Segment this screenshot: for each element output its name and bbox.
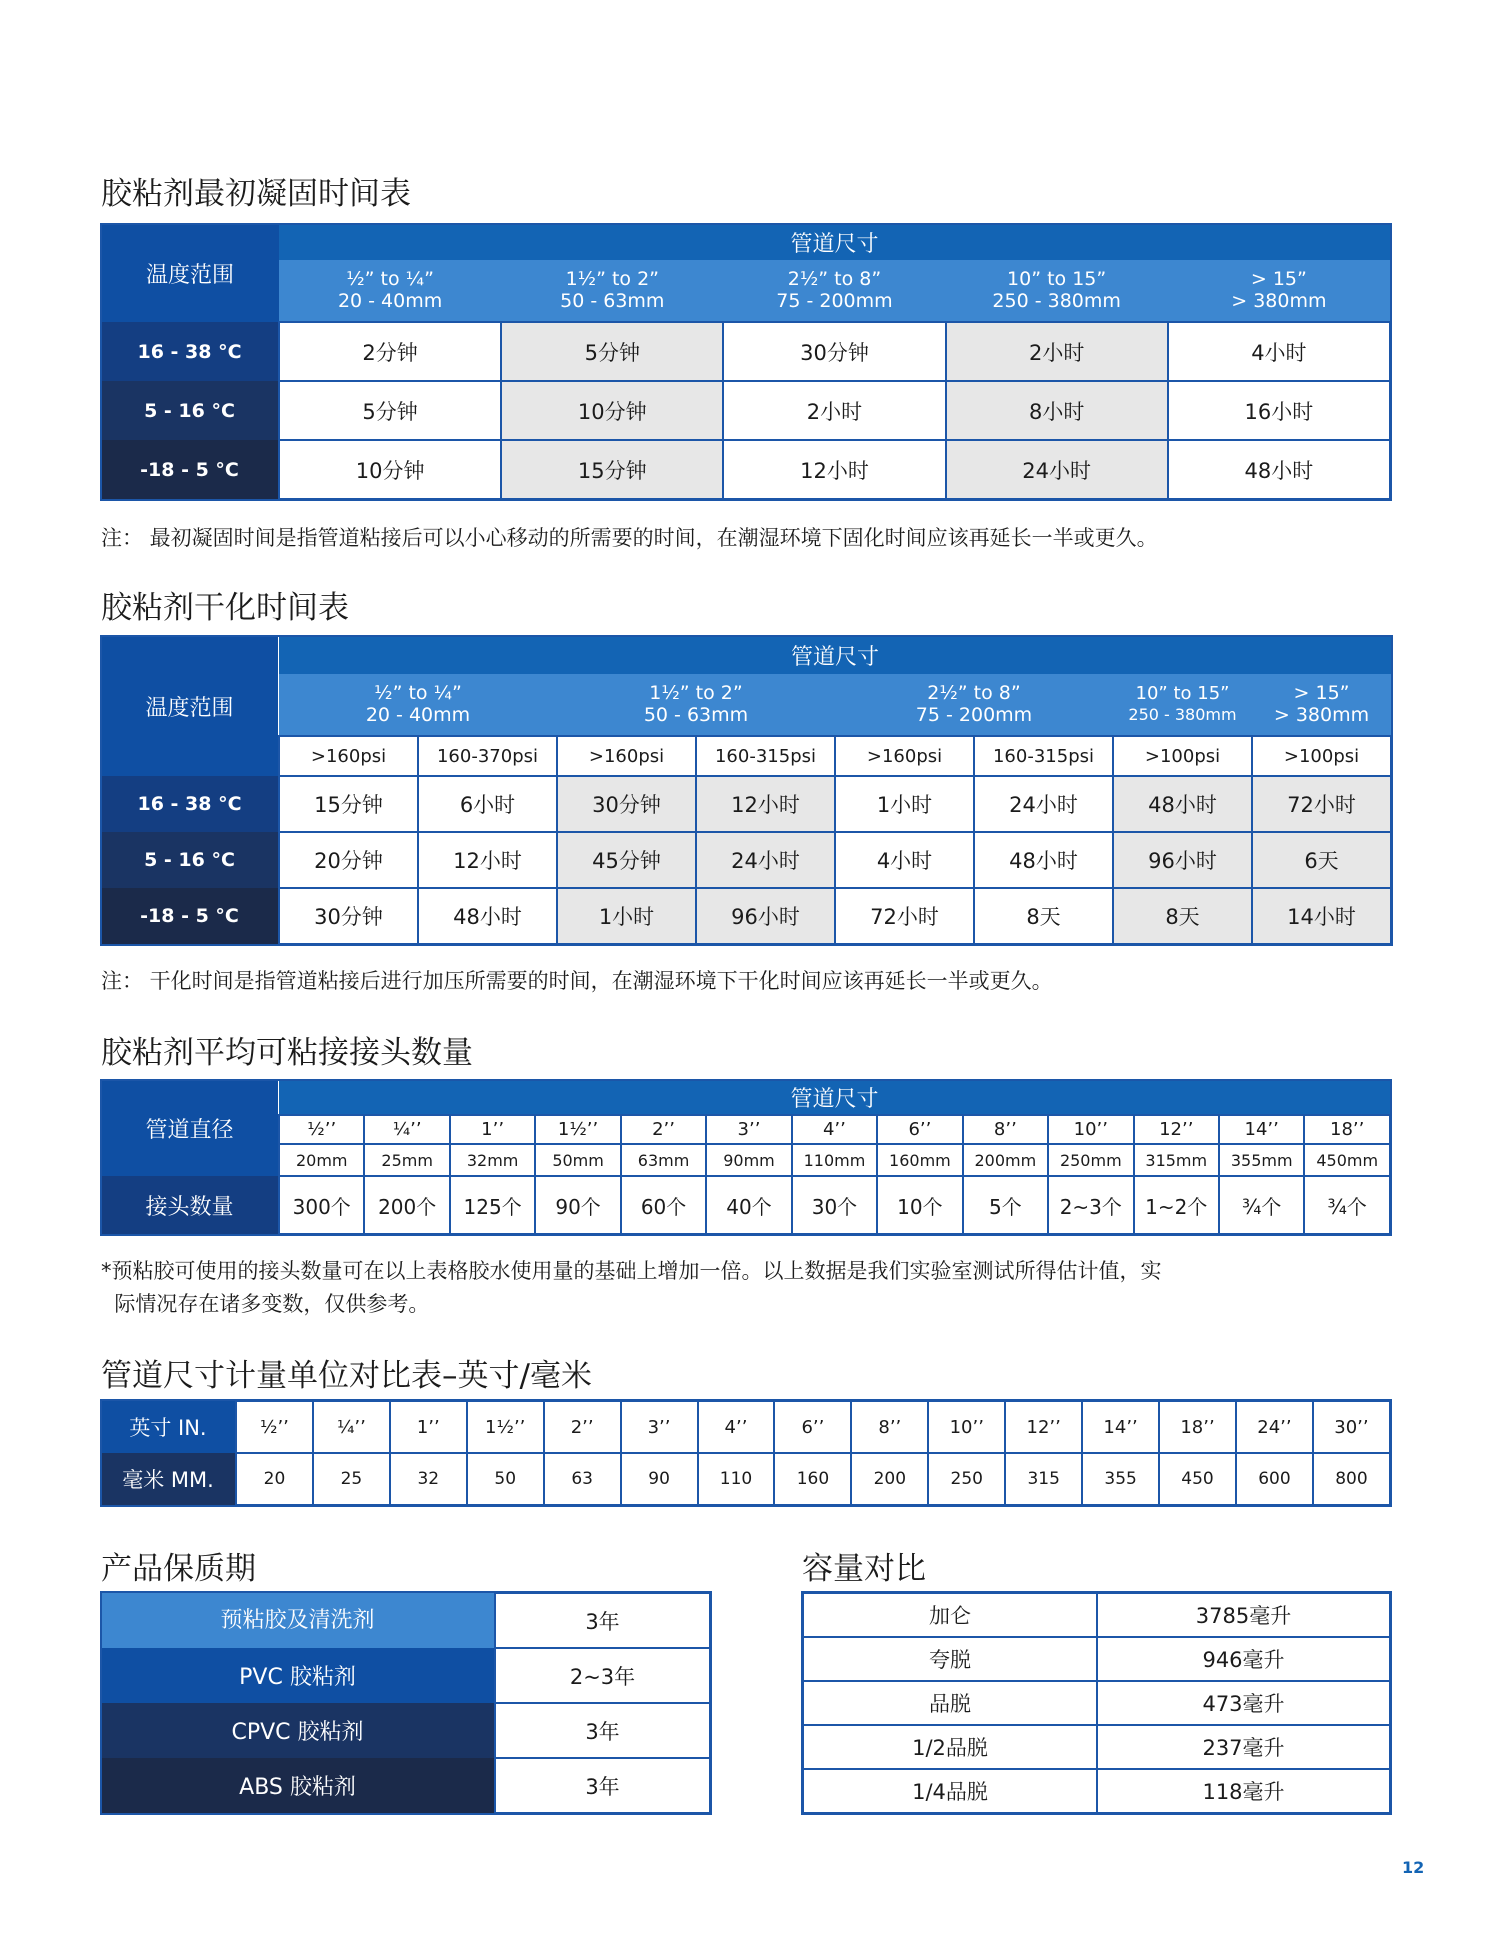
inch-cell: 10’’ <box>1048 1115 1133 1144</box>
table-cell: 2分钟 <box>279 322 501 381</box>
t5-title: 产品保质期 <box>101 1551 256 1587</box>
table-cell: 4小时 <box>1168 322 1390 381</box>
inch-row-label: 英寸 IN. <box>101 1401 236 1453</box>
t1-title: 胶粘剂最初凝固时间表 <box>101 176 411 212</box>
mm-cell: 32 <box>390 1453 467 1505</box>
capacity-table <box>802 1592 1391 1814</box>
mm-cell: 450mm <box>1304 1144 1390 1176</box>
mm-cell: 160mm <box>877 1144 962 1176</box>
capacity-value: 237毫升 <box>1097 1725 1390 1769</box>
table-cell: 4小时 <box>835 832 974 888</box>
table-cell: 14小时 <box>1252 888 1391 944</box>
table-row <box>101 440 1390 499</box>
count-cell: 10个 <box>877 1176 962 1234</box>
count-cell: 2~3个 <box>1048 1176 1133 1234</box>
table-row <box>101 888 1391 944</box>
psi-header: >100psi <box>1252 736 1391 776</box>
initial-set-time-table <box>101 224 1391 500</box>
t3-title: 胶粘剂平均可粘接接头数量 <box>101 1035 473 1071</box>
table-cell: 5分钟 <box>501 322 723 381</box>
shelf-life-value: 3年 <box>495 1703 710 1758</box>
inch-cell: 24’’ <box>1236 1401 1313 1453</box>
capacity-unit: 品脱 <box>803 1681 1097 1725</box>
table-row <box>101 832 1391 888</box>
inch-cell: 12’’ <box>1005 1401 1082 1453</box>
inch-cell: ½’’ <box>279 1115 364 1144</box>
t1-group-header: 管道尺寸 <box>279 224 1390 260</box>
table-cell: 8天 <box>1113 888 1252 944</box>
table-cell: 8天 <box>974 888 1113 944</box>
product-name: PVC 胶粘剂 <box>101 1648 495 1703</box>
t2-size-header: ½” to ¼” 20 - 40mm <box>279 674 557 736</box>
t1-corner: 温度范围 <box>101 224 279 322</box>
table-row <box>803 1593 1390 1637</box>
inch-cell: 6’’ <box>774 1401 851 1453</box>
inch-cell: 30’’ <box>1313 1401 1390 1453</box>
table-cell: 45分钟 <box>557 832 696 888</box>
inch-cell: 14’’ <box>1082 1401 1159 1453</box>
table-cell: 5分钟 <box>279 381 501 440</box>
table-row <box>101 1453 1390 1505</box>
mm-cell: 110 <box>698 1453 775 1505</box>
table-cell: 2小时 <box>723 381 945 440</box>
capacity-value: 946毫升 <box>1097 1637 1390 1681</box>
table-row <box>101 381 1390 440</box>
table-row <box>101 776 1391 832</box>
temp-label: -18 - 5 °C <box>101 888 279 944</box>
mm-cell: 50mm <box>535 1144 620 1176</box>
t3-group-header: 管道尺寸 <box>279 1080 1390 1115</box>
mm-cell: 50 <box>467 1453 544 1505</box>
capacity-unit: 1/4品脱 <box>803 1769 1097 1813</box>
inch-cell: ½’’ <box>236 1401 313 1453</box>
mm-cell: 450 <box>1159 1453 1236 1505</box>
table-cell: 12小时 <box>696 776 835 832</box>
mm-cell: 800 <box>1313 1453 1390 1505</box>
table-row <box>101 1401 1390 1453</box>
t1-size-header: 10” to 15” 250 - 380mm <box>946 260 1168 322</box>
table-cell: 24小时 <box>974 776 1113 832</box>
t2-size-header: 2½” to 8” 75 - 200mm <box>835 674 1113 736</box>
table-row <box>101 322 1390 381</box>
product-name: 预粘胶及清洗剂 <box>101 1593 495 1648</box>
shelf-life-value: 3年 <box>495 1758 710 1813</box>
product-name: ABS 胶粘剂 <box>101 1758 495 1813</box>
table-cell: 48小时 <box>418 888 557 944</box>
inch-cell: 8’’ <box>851 1401 928 1453</box>
count-cell: 40个 <box>706 1176 791 1234</box>
inch-cell: 1’’ <box>390 1401 467 1453</box>
count-cell: ¾个 <box>1304 1176 1390 1234</box>
table-cell: 48小时 <box>1113 776 1252 832</box>
t1-size-header: 2½” to 8” 75 - 200mm <box>723 260 945 322</box>
t1-size-header: > 15” > 380mm <box>1168 260 1390 322</box>
t3-note-line2: 际情况存在诸多变数，仅供参考。 <box>101 1292 430 1316</box>
mm-cell: 90mm <box>706 1144 791 1176</box>
mm-cell: 160 <box>774 1453 851 1505</box>
table-cell: 30分钟 <box>723 322 945 381</box>
table-cell: 48小时 <box>1168 440 1390 499</box>
psi-header: 160-315psi <box>696 736 835 776</box>
page-number: 12 <box>1402 1858 1425 1877</box>
mm-cell: 63mm <box>621 1144 706 1176</box>
joint-count-table <box>101 1080 1391 1235</box>
table-row <box>101 1758 710 1813</box>
t2-group-header: 管道尺寸 <box>279 636 1391 674</box>
temp-label: -18 - 5 °C <box>101 440 279 499</box>
mm-cell: 250mm <box>1048 1144 1133 1176</box>
mm-cell: 25mm <box>364 1144 449 1176</box>
capacity-unit: 加仑 <box>803 1593 1097 1637</box>
psi-header: >160psi <box>279 736 418 776</box>
t6-title: 容量对比 <box>802 1551 926 1587</box>
table-cell: 15分钟 <box>279 776 418 832</box>
table-cell: 12小时 <box>723 440 945 499</box>
shelf-life-value: 3年 <box>495 1593 710 1648</box>
t2-corner: 温度范围 <box>101 636 279 776</box>
inch-cell: 3’’ <box>621 1401 698 1453</box>
count-cell: 1~2个 <box>1134 1176 1219 1234</box>
table-row <box>101 1176 1390 1234</box>
mm-cell: 20 <box>236 1453 313 1505</box>
inch-cell: 1½’’ <box>467 1401 544 1453</box>
t1-size-header: ½” to ¼” 20 - 40mm <box>279 260 501 322</box>
inch-cell: 6’’ <box>877 1115 962 1144</box>
inch-cell: 2’’ <box>544 1401 621 1453</box>
table-row <box>803 1769 1390 1813</box>
psi-header: 160-370psi <box>418 736 557 776</box>
table-cell: 10分钟 <box>279 440 501 499</box>
inch-cell: 1½’’ <box>535 1115 620 1144</box>
dry-time-table <box>101 636 1392 945</box>
inch-cell: ¼’’ <box>364 1115 449 1144</box>
mm-cell: 20mm <box>279 1144 364 1176</box>
table-cell: 8小时 <box>946 381 1168 440</box>
count-label: 接头数量 <box>101 1176 279 1234</box>
mm-cell: 355 <box>1082 1453 1159 1505</box>
table-cell: 96小时 <box>696 888 835 944</box>
capacity-value: 118毫升 <box>1097 1769 1390 1813</box>
table-row <box>101 1648 710 1703</box>
table-cell: 2小时 <box>946 322 1168 381</box>
inch-cell: 3’’ <box>706 1115 791 1144</box>
capacity-unit: 夸脱 <box>803 1637 1097 1681</box>
table-cell: 30分钟 <box>279 888 418 944</box>
table-row <box>803 1637 1390 1681</box>
inch-cell: 4’’ <box>792 1115 877 1144</box>
capacity-value: 473毫升 <box>1097 1681 1390 1725</box>
psi-header: >160psi <box>557 736 696 776</box>
count-cell: 5个 <box>963 1176 1048 1234</box>
t2-size-header: 10” to 15” 250 - 380mm <box>1113 674 1252 736</box>
table-cell: 1小时 <box>557 888 696 944</box>
inch-cell: 8’’ <box>963 1115 1048 1144</box>
t1-size-header: 1½” to 2” 50 - 63mm <box>501 260 723 322</box>
psi-header: 160-315psi <box>974 736 1113 776</box>
table-row <box>101 1593 710 1648</box>
mm-cell: 90 <box>621 1453 698 1505</box>
t2-size-header: 1½” to 2” 50 - 63mm <box>557 674 835 736</box>
table-cell: 24小时 <box>946 440 1168 499</box>
mm-cell: 600 <box>1236 1453 1313 1505</box>
mm-cell: 250 <box>928 1453 1005 1505</box>
inch-cell: 12’’ <box>1134 1115 1219 1144</box>
t2-size-header: > 15” > 380mm <box>1252 674 1391 736</box>
t2-note: 注： 干化时间是指管道粘接后进行加压所需要的时间，在潮湿环境下干化时间应该再延长一半或更久。 <box>101 969 1053 993</box>
table-row <box>803 1681 1390 1725</box>
temp-label: 5 - 16 °C <box>101 832 279 888</box>
inch-cell: 18’’ <box>1304 1115 1390 1144</box>
t3-note-line1: *预粘胶可使用的接头数量可在以上表格胶水使用量的基础上增加一倍。以上数据是我们实验室测试所得估计值，实 <box>101 1259 1162 1283</box>
table-cell: 96小时 <box>1113 832 1252 888</box>
temp-label: 5 - 16 °C <box>101 381 279 440</box>
count-cell: 90个 <box>535 1176 620 1234</box>
count-cell: 125个 <box>450 1176 535 1234</box>
shelf-life-value: 2~3年 <box>495 1648 710 1703</box>
count-cell: 60个 <box>621 1176 706 1234</box>
table-row <box>101 1703 710 1758</box>
inch-cell: 2’’ <box>621 1115 706 1144</box>
inch-cell: 14’’ <box>1219 1115 1304 1144</box>
table-cell: 72小时 <box>835 888 974 944</box>
psi-header: >100psi <box>1113 736 1252 776</box>
capacity-unit: 1/2品脱 <box>803 1725 1097 1769</box>
table-cell: 16小时 <box>1168 381 1390 440</box>
table-cell: 30分钟 <box>557 776 696 832</box>
mm-cell: 355mm <box>1219 1144 1304 1176</box>
table-cell: 6小时 <box>418 776 557 832</box>
mm-cell: 315mm <box>1134 1144 1219 1176</box>
table-cell: 20分钟 <box>279 832 418 888</box>
inch-cell: 18’’ <box>1159 1401 1236 1453</box>
table-row <box>803 1725 1390 1769</box>
mm-cell: 200 <box>851 1453 928 1505</box>
table-cell: 6天 <box>1252 832 1391 888</box>
mm-cell: 200mm <box>963 1144 1048 1176</box>
count-cell: ¾个 <box>1219 1176 1304 1234</box>
t4-title: 管道尺寸计量单位对比表–英寸/毫米 <box>101 1358 592 1394</box>
shelf-life-table <box>101 1592 711 1814</box>
temp-label: 16 - 38 °C <box>101 776 279 832</box>
t1-note: 注： 最初凝固时间是指管道粘接后可以小心移动的所需要的时间，在潮湿环境下固化时间应该再延长一半或更久。 <box>101 526 1158 550</box>
mm-cell: 63 <box>544 1453 621 1505</box>
table-cell: 1小时 <box>835 776 974 832</box>
count-cell: 200个 <box>364 1176 449 1234</box>
table-cell: 48小时 <box>974 832 1113 888</box>
count-cell: 30个 <box>792 1176 877 1234</box>
inch-cell: 4’’ <box>698 1401 775 1453</box>
mm-row-label: 毫米 MM. <box>101 1453 236 1505</box>
count-cell: 300个 <box>279 1176 364 1234</box>
capacity-value: 3785毫升 <box>1097 1593 1390 1637</box>
inch-cell: 1’’ <box>450 1115 535 1144</box>
mm-cell: 32mm <box>450 1144 535 1176</box>
psi-header: >160psi <box>835 736 974 776</box>
inch-cell: ¼’’ <box>313 1401 390 1453</box>
mm-cell: 110mm <box>792 1144 877 1176</box>
unit-conversion-table <box>101 1400 1391 1506</box>
t3-corner: 管道直径 <box>101 1080 279 1176</box>
table-cell: 72小时 <box>1252 776 1391 832</box>
t2-title: 胶粘剂干化时间表 <box>101 590 349 626</box>
mm-cell: 25 <box>313 1453 390 1505</box>
product-name: CPVC 胶粘剂 <box>101 1703 495 1758</box>
table-cell: 24小时 <box>696 832 835 888</box>
temp-label: 16 - 38 °C <box>101 322 279 381</box>
table-cell: 15分钟 <box>501 440 723 499</box>
table-cell: 12小时 <box>418 832 557 888</box>
inch-cell: 10’’ <box>928 1401 1005 1453</box>
mm-cell: 315 <box>1005 1453 1082 1505</box>
table-cell: 10分钟 <box>501 381 723 440</box>
